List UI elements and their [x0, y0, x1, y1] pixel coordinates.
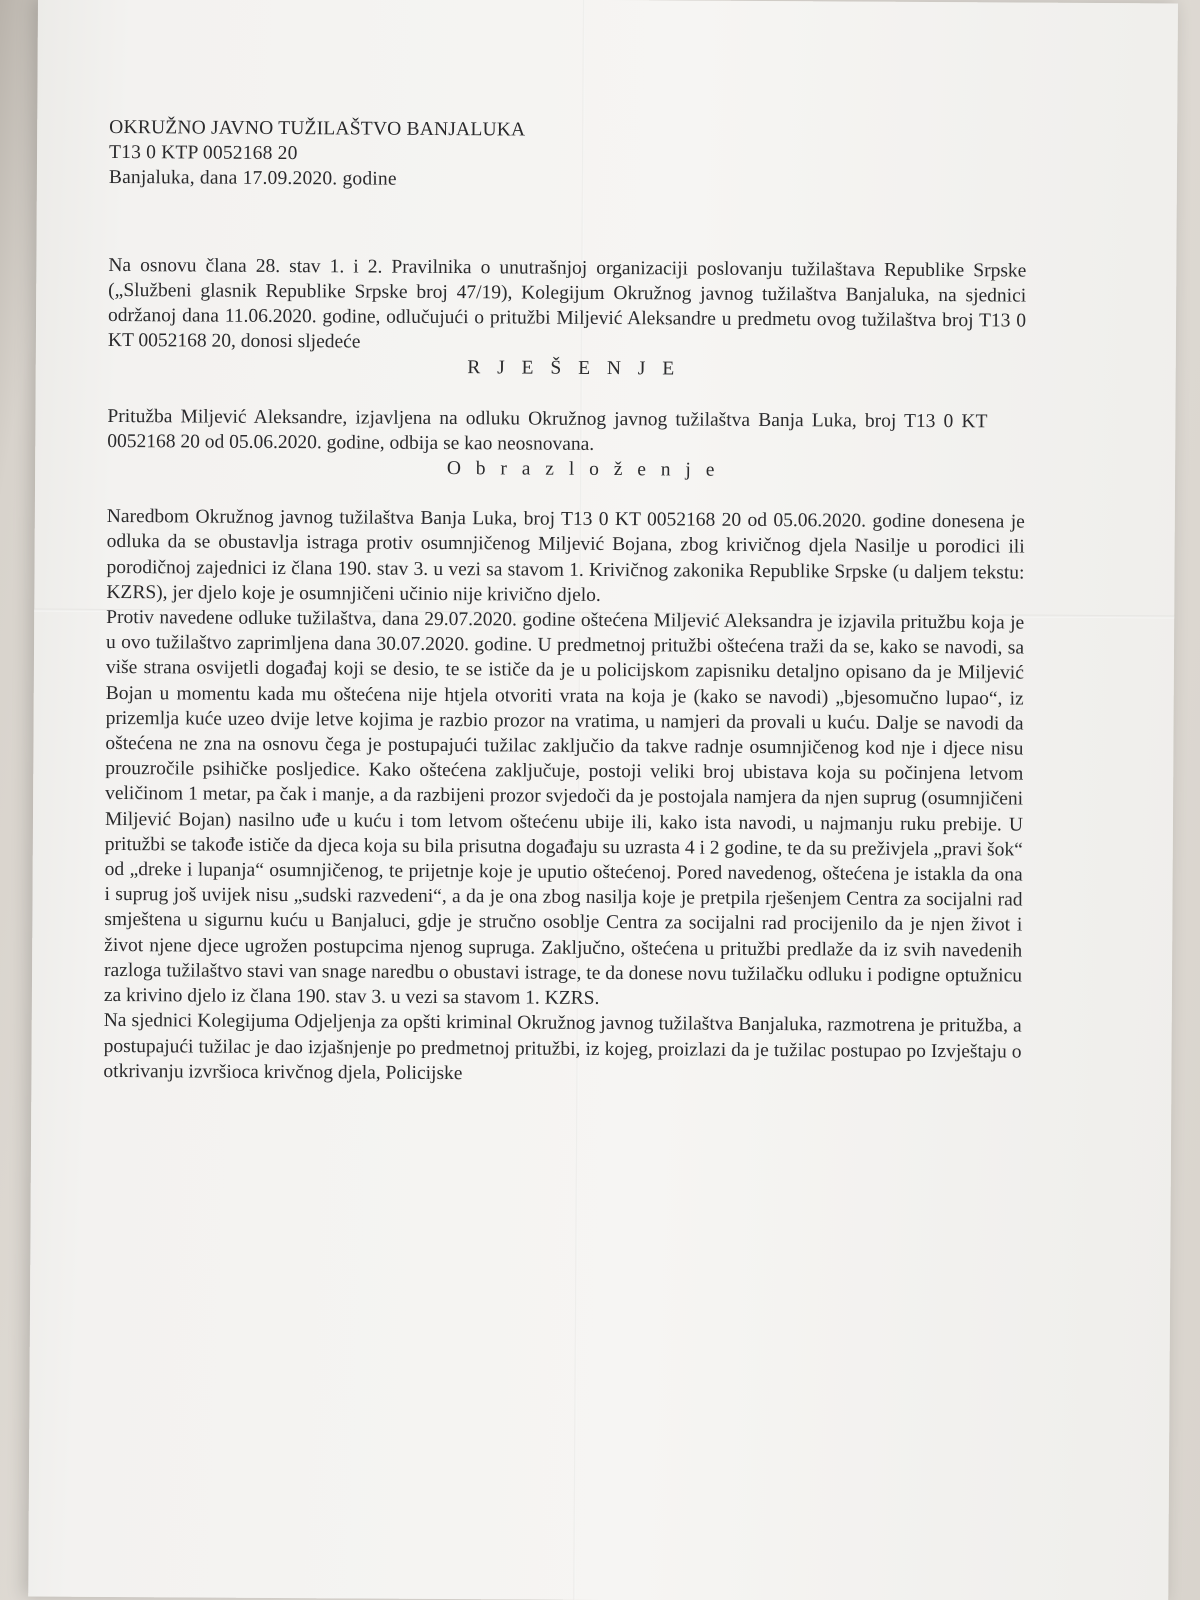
decision-text: Pritužba Miljević Aleksandre, izjavljena na odluku Okružnog javnog tužilaštva Banja Luka, broj T13 0 KT 0052168 20 od 05.06.2020. godine, odbija se kao neosnovana. [107, 405, 988, 455]
case-number: T13 0 KTP 0052168 20 [108, 142, 298, 165]
document-content [103, 115, 1027, 1089]
reasoning-paragraph-1: Naredbom Okružnog javnog tužilaštva Banja Luka, broj T13 0 KT 0052168 20 od 05.06.2020. godine donesena je odluka da se obustavlja istraga protiv osumnjičenog Miljević Bojana, zbog krivičnog djela Nasilje u porodici ili porodičnoj zajednici iz člana 190. stav 3. u vezi sa stavom 1. Krivičnog zakonika Republike Srpske (u daljem tekstu: KZRS), jer djelo koje je osumnjičeni učinio nije krivično djelo. [106, 506, 1025, 606]
reasoning-title: O b r a z l o ž e n j e [446, 458, 720, 481]
decision-title: R J E Š E N J E [467, 357, 681, 380]
office-name: OKRUŽNO JAVNO TUŽILAŠTVO BANJALUKA [109, 116, 526, 141]
reasoning-paragraph-3: Na sjednici Kolegijuma Odjeljenja za opšti kriminal Okružnog javnog tužilaštva Banjaluka, razmotrena je pritužba, a postupajući tužilac je dao izjašnjenje po predmetnoj pritužbi, iz kojeg, proizlazi da je tužilac postupao po Izvještaju o otkrivanju izvršioca krivčnog djela, Policijske [103, 1010, 1022, 1084]
intro-paragraph: Na osnovu člana 28. stav 1. i 2. Pravilnika o unutrašnjoj organizaciji poslovanju tužilaštava Republike Srpske („Službeni glasnik Republike Srpske broj 47/19), Kolegijum Okružnog javnog tužilaštva Banjaluka, na sjednici održanoj dana 11.06.2020. godine, odlučujući o pritužbi Miljević Aleksandre u predmetu ovog tužilaštva broj T13 0 KT 0052168 20, donosi sljedeće [107, 254, 1027, 353]
document-page [28, 0, 1178, 1600]
document-header [109, 115, 1027, 196]
reasoning-paragraph-2: Protiv navedene odluke tužilaštva, dana 29.07.2020. godine oštećena Miljević Aleksandra je izjavila pritužbu koja je u ovo tužilaštvo zaprimljena dana 30.07.2020. godine. U predmetnoj pritužbi oštećena traži da se, kako se navodi, sa više strana osvijetli događaj koji se desio, te se ističe da je u policijskom zapisniku detaljno opisano da je Miljević Bojan u momentu kada mu oštećena nije htjela otvoriti vrata na koja je (kako se navodi) „bjesomučno lupao“, iz prizemlja kuće uzeo dvije letve kojima je razbio prozor na vratima, u namjeri da provali u kuću. Dalje se navodi da oštećena ne zna na osnovu čega je postupajući tužilac zaključio da takve radnje osumnjičenog kod nje i djece nisu prouzročile psihičke posljedice. Kako oštećena zaključuje, postoji veliki broj ubistava koja su počinjena letvom veličinom 1 metar, pa čak i manje, a da razbijeni prozor svjedoči da je postojala namjera da njen suprug (osumnjičeni Miljević Bojan) nasilno uđe u kuću i tom letvom oštećenu ubije ili, kako ista navodi, u najmanju ruku prebije. U pritužbi se takođe ističe da djeca koja su bila prisutna događaju su uzrasta 4 i 2 godine, te da su preživjela „pravi šok“ od „dreke i lupanja“ osumnjičenog, te prijetnje koje je uputio oštećenoj. Pored navedenog, oštećena je istakla da ona i suprug još uvijek nisu „sudski razvedeni“, a da je ona zbog nasilja koje je pretpila rješenjem Centra za socijalni rad smještena u sigurnu kuću u Banjaluci, gdje je stručno osoblje Centra za socijalni rad procijenilo da je njen život i život njene djece ugrožen postupcima njenog supruga. Zaključno, oštećena u pritužbi predlaže da iz svih navedenih razloga tužilaštvo stavi van snage naredbu o obustavi istrage, te da donese novu tužilačku odluku i podigne optužnicu za krivino djelo iz člana 190. stav 3. u vezi sa stavom 1. KZRS. [103, 606, 1025, 1010]
place-date: Banjaluka, dana 17.09.2020. godine [108, 167, 397, 191]
